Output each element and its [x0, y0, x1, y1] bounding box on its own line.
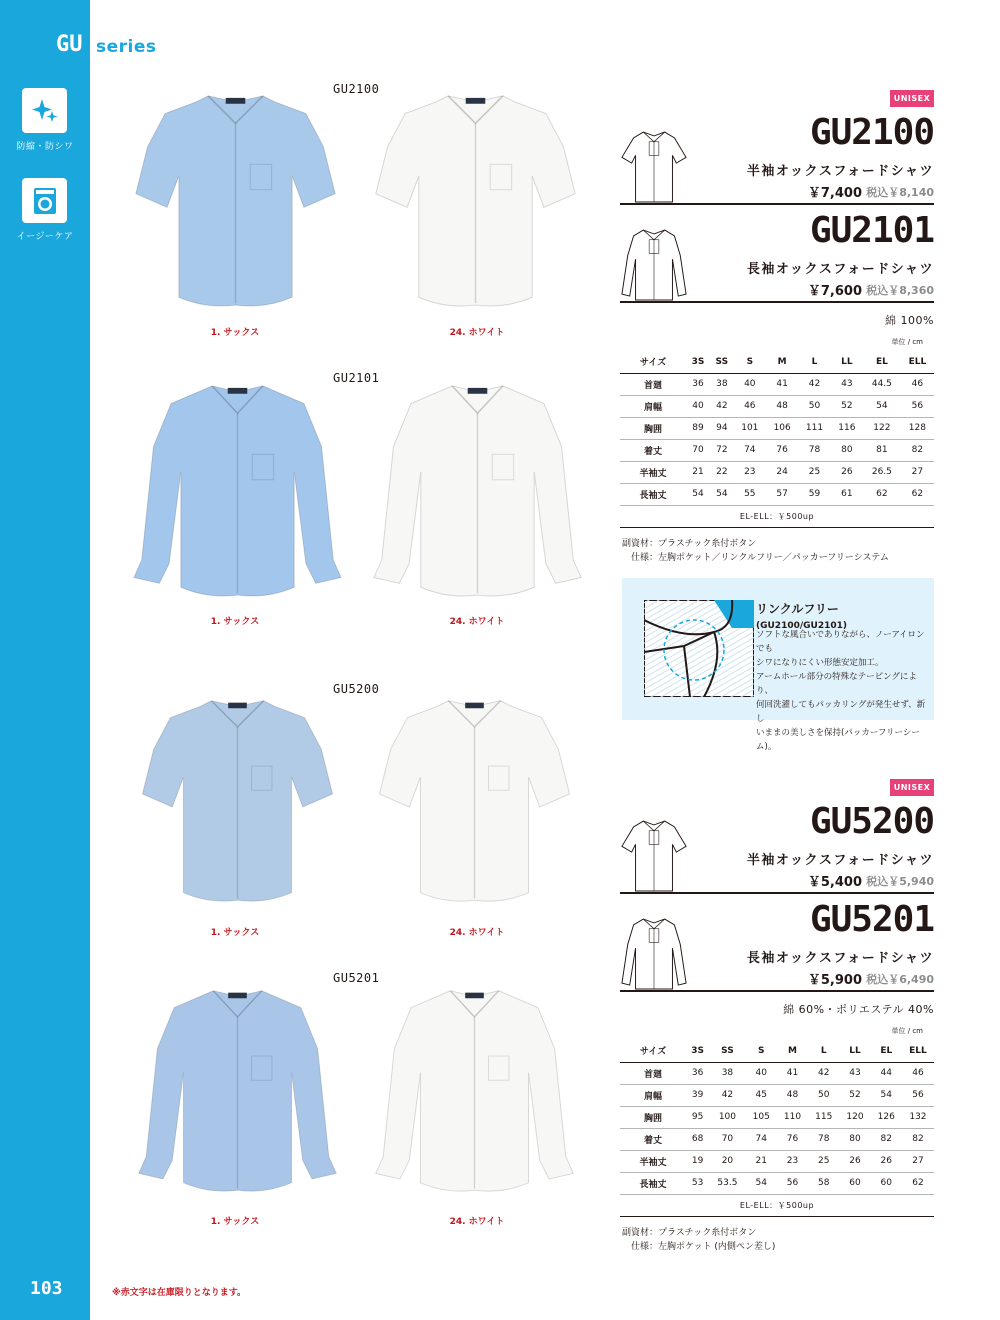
- size-column-header: ELL: [901, 351, 934, 373]
- measurement-value: 44.5: [863, 373, 901, 395]
- measurement-value: 42: [798, 373, 830, 395]
- upcharge-note: EL-ELL：￥500up: [620, 505, 934, 527]
- product-name: 長袖オックスフォードシャツ: [746, 262, 934, 277]
- measurement-value: 128: [901, 417, 934, 439]
- sax-long-sleeve-shirt-photo: [135, 978, 340, 1203]
- measurement-value: 46: [734, 395, 766, 417]
- measurement-value: 40: [746, 1062, 777, 1084]
- measurement-value: 105: [746, 1106, 777, 1128]
- color-label: 24. ホワイト: [449, 1217, 505, 1227]
- size-table-row: [620, 395, 934, 417]
- measurement-value: 46: [901, 373, 934, 395]
- measurement-value: 58: [808, 1172, 839, 1194]
- measurement-value: 25: [798, 461, 830, 483]
- size-table-row: [620, 1172, 934, 1194]
- measurement-value: 60: [871, 1172, 902, 1194]
- size-column-header-label: サイズ: [620, 1040, 686, 1062]
- size-column-header: ELL: [902, 1040, 934, 1062]
- material: 綿 60%・ポリエステル 40%: [783, 1003, 934, 1016]
- photo-model-code: GU5200: [333, 682, 380, 696]
- series-code: GU: [56, 32, 83, 57]
- measurement-value: 41: [766, 373, 798, 395]
- measurement-label: 胸囲: [620, 1106, 686, 1128]
- size-column-header: SS: [710, 351, 734, 373]
- size-column-header: LL: [831, 351, 863, 373]
- product-price-tax: 税込￥8,140: [866, 186, 934, 199]
- measurement-value: 39: [686, 1084, 709, 1106]
- size-column-header: M: [766, 351, 798, 373]
- measurement-value: 50: [808, 1084, 839, 1106]
- color-label: 1. サックス: [210, 928, 260, 938]
- measurement-value: 27: [902, 1150, 934, 1172]
- size-column-header: M: [777, 1040, 808, 1062]
- spec: 仕様：左胸ポケット／リンクルフリー／パッカーフリーシステム: [631, 553, 889, 563]
- wrinkle-free-info: [622, 578, 934, 752]
- spec: 仕様：左胸ポケット (内側ペン差し): [631, 1242, 776, 1252]
- measurement-value: 55: [734, 483, 766, 505]
- color-label: 1. サックス: [210, 617, 260, 627]
- spec-notes: [622, 1226, 775, 1254]
- measurement-label: 首廻: [620, 1062, 686, 1084]
- white-long-sleeve-shirt-photo: [372, 978, 577, 1203]
- divider: [620, 301, 934, 303]
- long-sleeve-flat-sketch: [620, 226, 688, 304]
- measurement-value: 56: [777, 1172, 808, 1194]
- color-label: 1. サックス: [210, 1217, 260, 1227]
- size-column-header: S: [734, 351, 766, 373]
- measurement-value: 78: [808, 1128, 839, 1150]
- measurement-value: 26: [831, 461, 863, 483]
- upcharge-note: EL-ELL：￥500up: [620, 1194, 934, 1216]
- measurement-value: 61: [831, 483, 863, 505]
- size-table-row: [620, 1062, 934, 1084]
- measurement-value: 22: [710, 461, 734, 483]
- sparkle-icon: [30, 96, 60, 126]
- size-column-header: LL: [839, 1040, 870, 1062]
- white-short-sleeve-shirt-photo: [368, 88, 583, 313]
- unisex-badge: UNISEX: [890, 90, 934, 107]
- measurement-value: 38: [709, 1062, 745, 1084]
- measurement-value: 120: [839, 1106, 870, 1128]
- size-table-row: [620, 461, 934, 483]
- measurement-value: 74: [746, 1128, 777, 1150]
- measurement-value: 122: [863, 417, 901, 439]
- product-price-tax: 税込￥5,940: [866, 875, 934, 888]
- measurement-value: 48: [766, 395, 798, 417]
- measurement-value: 70: [709, 1128, 745, 1150]
- size-column-header: S: [746, 1040, 777, 1062]
- sub-material: 副資材：プラスチック糸付ボタン: [622, 1228, 757, 1238]
- product-block-gu5200: [620, 801, 934, 891]
- measurement-value: 21: [746, 1150, 777, 1172]
- measurement-value: 60: [839, 1172, 870, 1194]
- measurement-value: 56: [902, 1084, 934, 1106]
- feature-label: 防縮・防シワ: [16, 142, 74, 152]
- product-price-tax: 税込￥6,490: [866, 973, 934, 986]
- feature-badge-anti-shrink: [22, 88, 67, 133]
- size-table-row: [620, 1084, 934, 1106]
- size-column-header-label: サイズ: [620, 351, 686, 373]
- measurement-value: 20: [709, 1150, 745, 1172]
- color-label: 1. サックス: [210, 328, 260, 338]
- wrinkle-free-models: (GU2100/GU2101): [756, 621, 848, 631]
- size-column-header: EL: [871, 1040, 902, 1062]
- measurement-value: 62: [863, 483, 901, 505]
- short-sleeve-flat-sketch: [620, 817, 688, 895]
- divider: [620, 203, 934, 205]
- color-label: 24. ホワイト: [449, 328, 505, 338]
- sax-short-sleeve-shirt-photo: [135, 688, 340, 913]
- measurement-value: 126: [871, 1106, 902, 1128]
- measurement-value: 45: [746, 1084, 777, 1106]
- size-table-row: [620, 417, 934, 439]
- sub-material: 副資材：プラスチック糸付ボタン: [622, 539, 757, 549]
- measurement-label: 半袖丈: [620, 1150, 686, 1172]
- measurement-value: 50: [798, 395, 830, 417]
- product-name: 半袖オックスフォードシャツ: [746, 853, 934, 868]
- size-table-row: [620, 439, 934, 461]
- wrinkle-free-heading: リンクルフリー: [756, 602, 839, 616]
- measurement-value: 101: [734, 417, 766, 439]
- measurement-value: 57: [766, 483, 798, 505]
- product-block-gu5201: [620, 899, 934, 989]
- measurement-value: 81: [863, 439, 901, 461]
- color-label: 24. ホワイト: [449, 617, 505, 627]
- measurement-value: 68: [686, 1128, 709, 1150]
- product-name: 半袖オックスフォードシャツ: [746, 164, 934, 179]
- divider: [620, 990, 934, 992]
- size-table-row: [620, 1128, 934, 1150]
- measurement-value: 38: [710, 373, 734, 395]
- size-column-header: 3S: [686, 351, 710, 373]
- unit-label: 単位 / cm: [891, 338, 923, 346]
- measurement-value: 42: [710, 395, 734, 417]
- size-table-row: [620, 1106, 934, 1128]
- measurement-value: 54: [871, 1084, 902, 1106]
- measurement-label: 長袖丈: [620, 483, 686, 505]
- size-table-row: [620, 1150, 934, 1172]
- measurement-value: 76: [777, 1128, 808, 1150]
- measurement-value: 44: [871, 1062, 902, 1084]
- product-price: ￥5,400: [807, 875, 862, 890]
- wrinkle-free-description: [756, 628, 931, 754]
- size-table: [620, 1040, 934, 1217]
- measurement-value: 82: [902, 1128, 934, 1150]
- measurement-label: 半袖丈: [620, 461, 686, 483]
- divider: [620, 892, 934, 894]
- page-number: 103: [30, 1278, 63, 1299]
- product-price: ￥7,600: [807, 284, 862, 299]
- description-line: シワになりにくい形態安定加工。: [756, 658, 884, 668]
- measurement-label: 肩幅: [620, 1084, 686, 1106]
- size-table-header: [620, 351, 934, 373]
- measurement-value: 116: [831, 417, 863, 439]
- size-table-row: [620, 483, 934, 505]
- size-table-row: [620, 373, 934, 395]
- material: 綿 100%: [885, 314, 934, 327]
- measurement-value: 62: [902, 1172, 934, 1194]
- measurement-value: 72: [710, 439, 734, 461]
- size-column-header: L: [798, 351, 830, 373]
- size-column-header: EL: [863, 351, 901, 373]
- size-table-header: [620, 1040, 934, 1062]
- measurement-value: 41: [777, 1062, 808, 1084]
- measurement-value: 40: [686, 395, 710, 417]
- measurement-value: 23: [777, 1150, 808, 1172]
- measurement-value: 115: [808, 1106, 839, 1128]
- measurement-value: 23: [734, 461, 766, 483]
- washing-machine-icon: [30, 186, 60, 216]
- spec-notes: [622, 537, 889, 565]
- measurement-value: 46: [902, 1062, 934, 1084]
- measurement-value: 48: [777, 1084, 808, 1106]
- armhole-seam-diagram: [644, 600, 754, 697]
- measurement-value: 54: [863, 395, 901, 417]
- size-table-note-row: [620, 1194, 934, 1216]
- measurement-value: 70: [686, 439, 710, 461]
- measurement-label: 首廻: [620, 373, 686, 395]
- photo-model-code: GU2100: [333, 82, 380, 96]
- measurement-value: 26: [871, 1150, 902, 1172]
- measurement-value: 52: [839, 1084, 870, 1106]
- color-label: 24. ホワイト: [449, 928, 505, 938]
- measurement-label: 着丈: [620, 439, 686, 461]
- size-table-note-row: [620, 505, 934, 527]
- sidebar: [0, 0, 90, 1320]
- measurement-label: 着丈: [620, 1128, 686, 1150]
- measurement-value: 82: [871, 1128, 902, 1150]
- measurement-value: 100: [709, 1106, 745, 1128]
- stock-footnote: ※赤文字は在庫限りとなります。: [112, 1288, 247, 1298]
- measurement-value: 95: [686, 1106, 709, 1128]
- measurement-value: 54: [746, 1172, 777, 1194]
- measurement-value: 24: [766, 461, 798, 483]
- measurement-value: 74: [734, 439, 766, 461]
- feature-label: イージーケア: [16, 232, 74, 242]
- wrinkle-free-title: [756, 600, 934, 631]
- description-line: いままの美しさを保持(パッカーフリーシーム)。: [756, 728, 920, 752]
- measurement-value: 111: [798, 417, 830, 439]
- measurement-value: 54: [686, 483, 710, 505]
- measurement-value: 36: [686, 373, 710, 395]
- measurement-value: 27: [901, 461, 934, 483]
- product-code: GU5200: [809, 801, 934, 842]
- product-code: GU2101: [809, 210, 934, 251]
- measurement-label: 肩幅: [620, 395, 686, 417]
- sax-long-sleeve-shirt-photo: [130, 378, 345, 603]
- product-code: GU5201: [809, 899, 934, 940]
- measurement-value: 52: [831, 395, 863, 417]
- product-block-gu2100: [620, 112, 934, 202]
- short-sleeve-flat-sketch: [620, 128, 688, 206]
- size-column-header: 3S: [686, 1040, 709, 1062]
- measurement-value: 53: [686, 1172, 709, 1194]
- size-column-header: SS: [709, 1040, 745, 1062]
- long-sleeve-flat-sketch: [620, 915, 688, 993]
- measurement-label: 胸囲: [620, 417, 686, 439]
- measurement-value: 25: [808, 1150, 839, 1172]
- measurement-value: 21: [686, 461, 710, 483]
- description-line: アームホール部分の特殊なテーピングにより、: [756, 672, 917, 696]
- product-price: ￥7,400: [807, 186, 862, 201]
- measurement-value: 62: [901, 483, 934, 505]
- measurement-label: 長袖丈: [620, 1172, 686, 1194]
- white-short-sleeve-shirt-photo: [372, 688, 577, 913]
- product-name: 長袖オックスフォードシャツ: [746, 951, 934, 966]
- measurement-value: 26: [839, 1150, 870, 1172]
- series-label: series: [96, 37, 157, 57]
- description-line: 何回洗濯してもパッカリングが発生せず、新し: [756, 700, 926, 724]
- measurement-value: 94: [710, 417, 734, 439]
- product-price: ￥5,900: [807, 973, 862, 988]
- unisex-badge: UNISEX: [890, 779, 934, 796]
- product-block-gu2101: [620, 210, 934, 300]
- size-table: [620, 351, 934, 528]
- measurement-value: 106: [766, 417, 798, 439]
- measurement-value: 42: [808, 1062, 839, 1084]
- sax-short-sleeve-shirt-photo: [128, 88, 343, 313]
- measurement-value: 40: [734, 373, 766, 395]
- size-column-header: L: [808, 1040, 839, 1062]
- measurement-value: 26.5: [863, 461, 901, 483]
- measurement-value: 132: [902, 1106, 934, 1128]
- measurement-value: 53.5: [709, 1172, 745, 1194]
- product-price-tax: 税込￥8,360: [866, 284, 934, 297]
- photo-model-code: GU5201: [333, 971, 380, 985]
- feature-badge-easy-care: [22, 178, 67, 223]
- product-code: GU2100: [809, 112, 934, 153]
- unit-label: 単位 / cm: [891, 1027, 923, 1035]
- measurement-value: 89: [686, 417, 710, 439]
- measurement-value: 59: [798, 483, 830, 505]
- measurement-value: 78: [798, 439, 830, 461]
- measurement-value: 43: [839, 1062, 870, 1084]
- measurement-value: 80: [831, 439, 863, 461]
- photo-model-code: GU2101: [333, 371, 380, 385]
- measurement-value: 19: [686, 1150, 709, 1172]
- description-line: ソフトな風合いでありながら、ノーアイロンでも: [756, 630, 925, 654]
- measurement-value: 54: [710, 483, 734, 505]
- measurement-value: 76: [766, 439, 798, 461]
- measurement-value: 56: [901, 395, 934, 417]
- measurement-value: 80: [839, 1128, 870, 1150]
- measurement-value: 110: [777, 1106, 808, 1128]
- measurement-value: 42: [709, 1084, 745, 1106]
- measurement-value: 43: [831, 373, 863, 395]
- measurement-value: 36: [686, 1062, 709, 1084]
- white-long-sleeve-shirt-photo: [370, 378, 585, 603]
- measurement-value: 82: [901, 439, 934, 461]
